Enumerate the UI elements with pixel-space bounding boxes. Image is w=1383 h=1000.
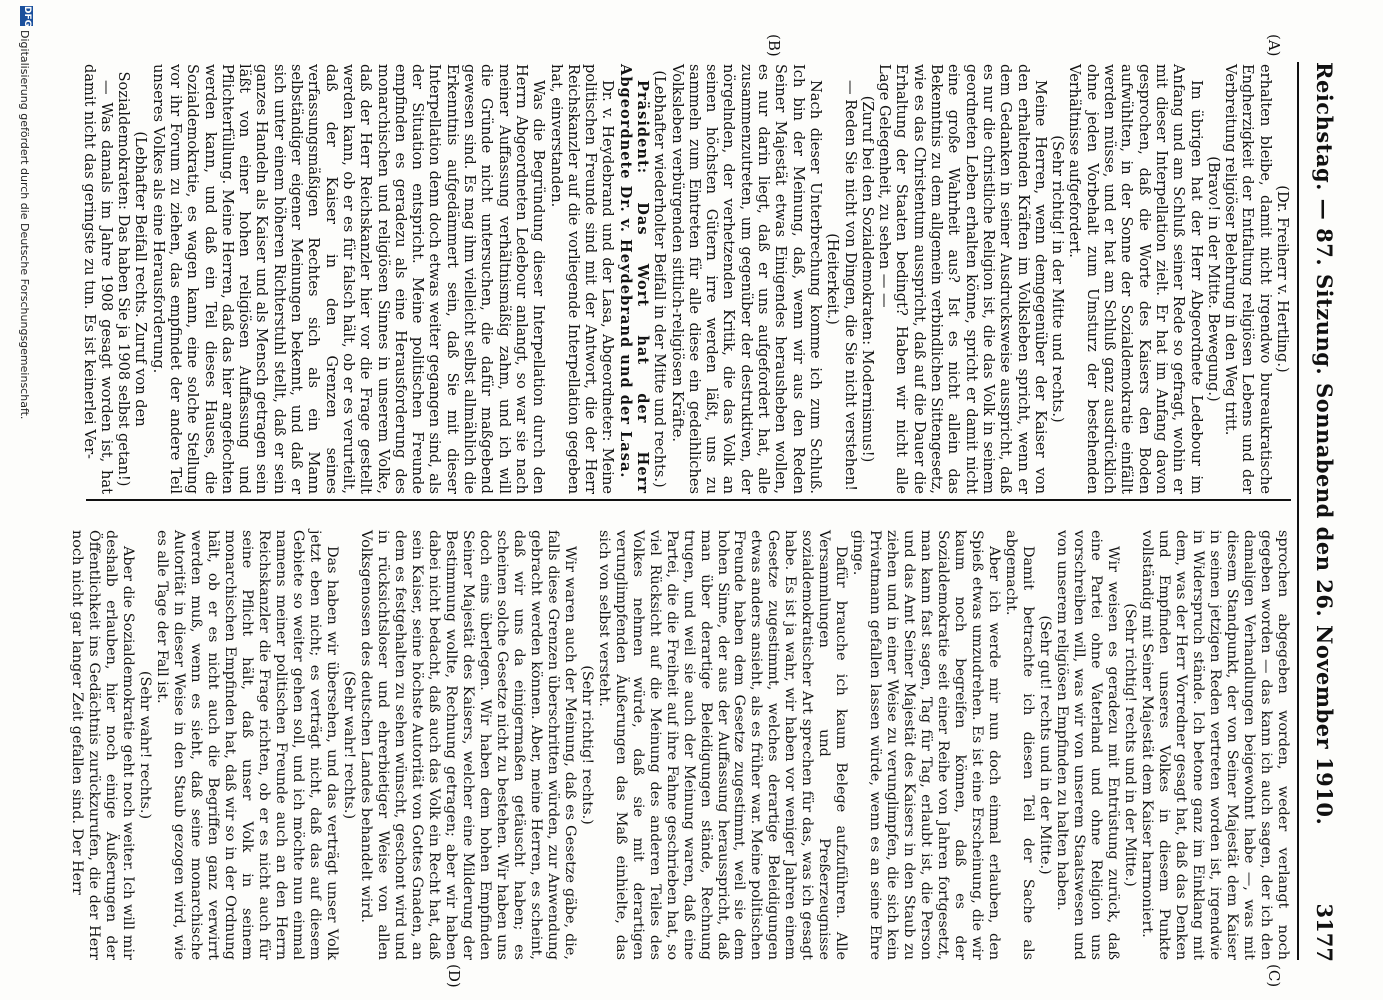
paragraph: (Sehr richtig! in der Mitte und rechts.) (1049, 135, 1067, 423)
paragraph: Dr. v. Heydebrand und der Lasa, Abgeordneter: Meine politischen Freunde sind mit der Antwort, die der Herr Reichskanzler auf die vorliegende Interpellation gegeben hat, einverstanden. (547, 64, 617, 494)
paragraph: (Heiterkeit.) (824, 233, 842, 325)
paragraph: Aber die Sozialdemokratie geht noch weiter. Ich will mir deshalb erlauben, hier noch einige Äußerungen der Öffentlichkeit ins Gedächtnis zurückzurufen, die der Herr noch nicht gar langer Zeit gefallen sind. Der Herr (69, 530, 137, 960)
page-header (1297, 62, 1337, 962)
paragraph: Nach dieser Unterbrechung komme ich zum Schluß. Ich bin der Meinung, daß, wenn wir aus den Reden Seiner Majestät etwas Einigendes herausheben wollen, es nur darin liegt, daß er uns aufgefordert hat, alle zusammenzutreten, um gegenüber der destruktiven, der nörgelnden, der verhetzenden Kritik, die das Volk an seinen höchsten Gütern irre werden läßt, uns zu sammeln zum Eintreten für alle diese ein gedeihliches Volksleben verbürgenden sittlich-religiösen Kräfte. (668, 64, 824, 494)
paragraph: — Reden Sie nicht von Dingen, die Sie nicht verstehen! (841, 80, 859, 491)
digitization-footer: Digitalisierung gefördert durch die Deutsche Forschungsgemeinschaft. (18, 30, 31, 420)
paragraph: Wir waren auch der Meinung, daß es Gesetze gäbe, die, falls diese Grenzen überschritten würden, zur Anwendung gebracht werden können. Aber, meine Herren, es scheint, daß wir uns da einigermaßen getäuscht haben; es scheinen solche Gesetze nicht zu bestehen. Wir haben uns doch eins überlegen. Wir haben dem hohen Empfinden Seiner Majestät des Kaisers, welcher eine Milderung der Bestimmung wollte, Rechnung getragen; aber wir haben dabei nicht bedacht, daß auch das Volk ein Recht hat, daß sein Kaiser, seine höchste Autorität von Gottes Gnaden, an dem es festgehalten zu sehen wünscht, geschont wird und in rücksichtsloser und ehrerbietiger Weise von allen Volksgenossen des deutschen Landes behandelt wird. (357, 530, 578, 960)
paragraph: Das haben wir übersehen, und das verträgt unser Volk jetzt eben nicht; es verträgt nicht, daß das auf diesem Gebiete so weiter gehen soll, und ich möchte nun einmal namens meiner politischen Freunde auch an den Herrn Reichskanzler die Frage richten, ob er es nicht auch für seine Pflicht hält, daß unser Volk in seinem monarchischen Empfinden hat, daß wir so in der Ordnung hält, ob er es nicht auch die Begriffen ganz verwirrt werden muß, wenn es sieht, daß seine monarchische Autorität in dieser Weise in den Staub gezogen wird, wie es alle Tage der Fall ist. (154, 530, 340, 960)
paragraph: (Sehr richtig! rechts und in der Mitte.) (1122, 603, 1139, 887)
paragraph: Meine Herren, wenn demgegenüber der Kaiser von den erhaltenden Kräften im Volksleben spricht, wenn er dem Gedanken in seiner Ausdrucksweise ausspricht, daß es nur die christliche Religion ist, die das Volk in seinem geordneten Leben erhalten könne, spricht er damit nicht eine große Wahrheit aus? Ist es nicht allein das Bekenntnis zu dem allgemein verbindlichen Sittengesetz, wie es das Christentum ausspricht, daß auf die Dauer die Erhaltung der Staaten bedingt? Haben wir nicht alle Lage Gelegenheit, zu sehen — — (876, 64, 1049, 494)
margin-marker-d: (D) (445, 964, 463, 988)
paragraph: (Sehr richtig! rechts.) (578, 665, 595, 825)
text-column-right (68, 530, 1291, 960)
dfg-logo-icon: DFG (22, 6, 32, 28)
header-title: Reichstag. — 87. Sitzung. Sonnabend den 26. November 1910. (1312, 62, 1337, 826)
margin-marker-a: (A) (1265, 34, 1283, 57)
paragraph: erhalten bleibe, damit nicht irgendwo bureaukratische Engherzigkeit der Entfaltung religiösen Lebens und der Verbreitung religiöser Belehrung in den Weg tritt. (1222, 64, 1274, 494)
margin-marker-c: (C) (1265, 964, 1283, 988)
page-number: 3177 (1312, 903, 1337, 962)
paragraph: (Lebhafter Beifall rechts. Zuruf von den Sozialdemokraten: Das haben Sie ja 1908 selbst getan!) (115, 71, 150, 487)
paragraph: (Bravo! in der Mitte. Bewegung.) (1204, 156, 1222, 402)
header-rule (1297, 62, 1299, 960)
paragraph: sprochen abgegeben worden, weder verlangt noch gegeben worden — das kann ich auch sagen, der ich den damaligen Verhandlungen beigewohnt habe —, was mit diesem Standpunkt, der von Seiner Majestät dem Kaiser in seinen jetzigen Reden vertreten worden ist, irgendwie in Widerspruch stände. Ich betone ganz im Einklang mit dem, was der Herr Vorredner gesagt hat, daß das Denken und Empfinden unseres Volkes in diesem Punkte vollständig mit Seiner Majestät dem Kaiser harmoniert. (1139, 530, 1291, 960)
paragraph: (Sehr gut! rechts und in der Mitte.) (1037, 615, 1054, 875)
paragraph: Präsident: Das Wort hat der Herr Abgeordnete Dr. v. Heydebrand und der Lasa. (616, 64, 652, 494)
paragraph: — Was damals im Jahre 1908 gesagt worden ist, hat damit nicht das geringste zu tun. Es ist keinerlei Ver- (80, 64, 115, 494)
paragraph: Im übrigen hat der Herr Abgeordnete Ledebour im Anfang und am Schluß seiner Rede so gefragt, wohin er mit dieser Interpellation zielt. Er hat im Anfang davon gesprochen, daß die Worte des Kaisers den Boden aufwühlten, in der Sonne der Sozialdemokratie einfällt werden müsse, und er hat am Schluß ganz ausdrücklich ohne jeden Vorbehalt zum Umsturz der bestehenden Verhältnisse aufgefordert. (1066, 64, 1205, 494)
paragraph: (Dr. Freiherr v. Hertling.) (1274, 185, 1291, 373)
paragraph: (Zuruf bei den Sozialdemokraten: Modernismus!) (858, 95, 876, 463)
paragraph: Was die Begründung dieser Interpellation durch den Herrn Abgeordneten Ledebour anlangt, so war sie nach meiner Auffassung verhältnismäßig zahm, und ich will die Gründe nicht untersuchen, die dafür maßgebend gewesen sind. Es mag ihm vielleicht selbst allmählich die Erkenntnis aufgedämmert sein, daß Sie mit dieser Interpellation denn doch etwas weiter gegangen sind, als der Situation entspricht. Meine politischen Freunde empfinden es geradezu als eine Herausforderung des monarchischen und religiösen Sinnes in unserem Volke, daß der Herr Reichskanzler hier vor die Frage gestellt werden kann, ob er es für falsch hält, ob er es verurteilt, daß der Kaiser in den Grenzen seines verfassungsmäßigen Rechtes sich als ein Mann selbständiger eigener Meinungen bekennt, und daß er sich unter einem höheren Richterstuhl stellt, daß er sein ganzes Handeln als Kaiser und als Mensch getragen sein läßt von einer hohen religiösen Auffassung und Pflichterfüllung. Meine Herren, daß das hier angefochten werden kann, und daß ein Teil dieses Hauses, die Sozialdemokratie, es wagen kann, eine solche Stellung vor ihr Forum zu ziehen, das empfindet der andere Teil unseres Volkes als eine Herausforderung. (149, 64, 548, 494)
paragraph: (Sehr wahr! rechts.) (137, 670, 154, 820)
margin-marker-b: (B) (765, 34, 783, 57)
paragraph: (Lebhafter wiederholter Beifall in der Mitte und rechts.) (651, 70, 669, 488)
column-divider (86, 499, 1291, 501)
text-column-left (80, 64, 1291, 494)
paragraph: Damit betrachte ich diesen Teil der Sache als abgemacht. (1003, 530, 1037, 960)
paragraph: (Sehr wahr! rechts.) (340, 670, 357, 820)
paragraph: Aber ich werde mir nun doch einmal erlauben, den Spieß etwas umzudrehen. Es ist eine Erscheinung, die wir kaum noch begreifen können, daß es der Sozialdemokratie seit einer Reihe von Jahren fortgesetzt, man kann fast sagen, Tag für Tag, erlaubt ist, die Person und das Amt Seiner Majestät des Kaisers in den Staub zu ziehen und in einer Weise zu verunglimpfen, die sich kein Privatmann gefallen lassen würde, wenn es an seine Ehre ginge. (850, 530, 1003, 960)
paragraph: Wir weisen es geradezu mit Entrüstung zurück, daß eine Partei ohne Vaterland und ohne Religion uns vorschreiben will, was wir von unserem Staatswesen und von unserem religiösen Empfinden zu halten haben. (1054, 530, 1122, 960)
paragraph: Dafür brauche ich kaum Belege aufzuführen. Alle Versammlungen und Preßerzeugnisse sozialdemokratischer Art sprechen für das, was ich gesagt habe. Es ist ja wahr, wir haben vor weniger Jahren einem Gesetze zugestimmt, welches derartige Beleidigungen etwas anders ansieht, als es früher war. Meine politischen Freunde haben dem Gesetze zugestimmt, weil sie dem hohen Sinne, der aus der Auffassung herausspricht, daß man über derartige Beleidigungen stände, Rechnung trugen, und weil sie auch der Meinung waren, daß eine Partei, die die Freiheit auf ihre Fahne geschrieben hat, so viel Rücksicht auf die Meinung des anderen Teiles des Volkes nehmen würde, daß sie mit derartigen verunglimpfenden Äußerungen das Maß einhielte, das sich von selbst versteht. (595, 530, 850, 960)
